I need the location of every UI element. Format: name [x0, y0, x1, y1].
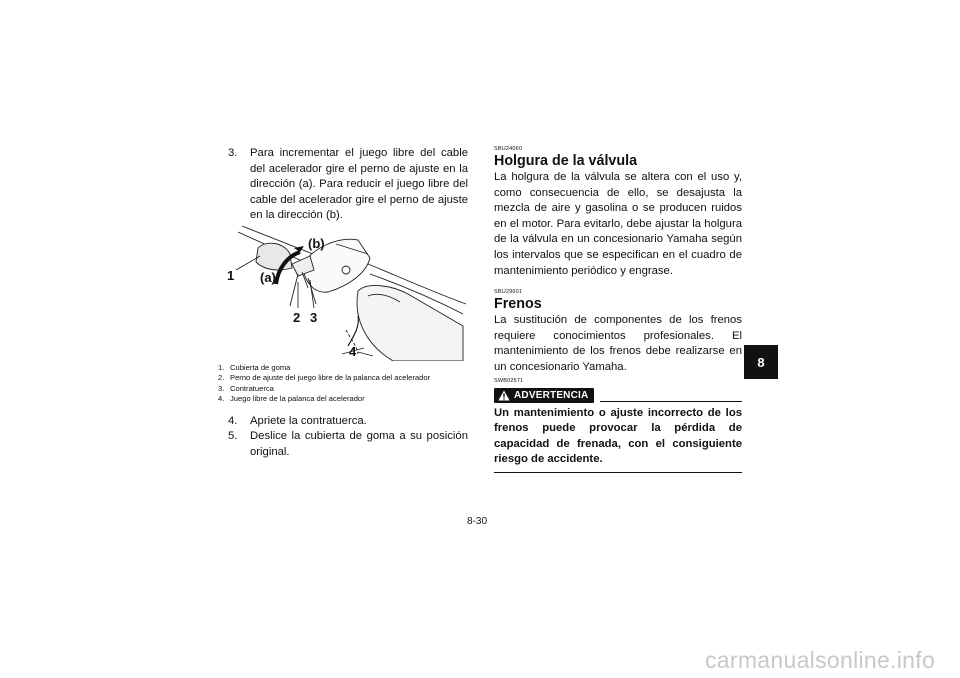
legend-number: 2.: [218, 373, 225, 383]
legend-text: Juego libre de la palanca del acelerador: [230, 394, 365, 404]
step-4-text: Apriete la contratuerca.: [250, 414, 367, 427]
section-code: SBU24060: [494, 146, 523, 152]
callout-b: (b): [308, 235, 325, 251]
step-3-number: 3.: [228, 147, 238, 159]
watermark: carmanualsonline.info: [705, 647, 936, 673]
legend-item: [218, 363, 468, 373]
chapter-tab: 8: [744, 345, 778, 379]
legend-number: 3.: [218, 383, 225, 393]
left-column: [218, 146, 468, 460]
warning-label: ADVERTENCIA: [514, 389, 589, 401]
warning-badge: [494, 388, 594, 403]
legend-number: 4.: [218, 394, 225, 404]
page-number: 8-30: [467, 516, 488, 527]
throttle-adjustment-illustration: [218, 226, 468, 361]
callout-2: 2: [293, 309, 301, 325]
legend-number: 1.: [218, 362, 225, 372]
warning-code: SWB02571: [494, 377, 524, 384]
callout-a: (a): [260, 269, 276, 285]
right-column: [494, 146, 742, 473]
step-4: [218, 414, 468, 430]
callout-4: 4: [349, 343, 357, 359]
legend-item: [218, 373, 468, 383]
section-title-brakes: Frenos: [494, 296, 542, 313]
step-5-text: Deslice la cubierta de goma a su posición original.: [250, 430, 468, 458]
warning-rule: [600, 401, 742, 402]
warning-triangle-icon: [498, 390, 510, 401]
legend-text: Cubierta de goma: [230, 362, 291, 372]
legend-item: [218, 394, 468, 404]
legend-text: Contratuerca: [230, 383, 274, 393]
final-steps: [218, 414, 468, 461]
handlebar-drawing: [218, 226, 468, 361]
callout-1: 1: [227, 267, 235, 283]
figure-legend: [218, 363, 468, 405]
legend-item: [218, 384, 468, 394]
warning-header: [494, 388, 742, 403]
step-5-number: 5.: [228, 430, 238, 443]
step-3: [218, 146, 468, 224]
warning-text: Un mantenimiento o ajuste incorrecto de los frenos puede provocar la pérdida de capacidad de frenada, con el consiguiente riesgo de accidente.: [494, 406, 742, 466]
step-5: [218, 429, 468, 460]
callout-3: 3: [310, 309, 318, 325]
section-body-valve-clearance: La holgura de la válvula se altera con el uso y, como consecuencia de ello, se desajusta la mezcla de aire y gasolina o se producen ruidos en el motor. Para evitarlo, debe ajustar la holgura de la válvula en un concesionario Yamaha según los intervalos que se especifican en el cuadro de mantenimiento periódico y engrase.: [494, 171, 742, 277]
step-4-number: 4.: [228, 414, 238, 427]
section-title-valve-clearance: Holgura de la válvula: [494, 153, 638, 169]
legend-text: Perno de ajuste del juego libre de la palanca del acelerador: [230, 373, 431, 383]
section-body-brakes: La sustitución de componentes de los frenos requiere conocimientos profesionales. El mantenimiento de los frenos debe realizarse en un concesionario Yamaha.: [494, 314, 742, 373]
warning-bottom-rule: [494, 472, 742, 473]
step-3-text: Para incrementar el juego libre del cable del acelerador gire el perno de ajuste en la dirección (a). Para reducir el juego libre del cable del acelerador gire el perno de ajuste en la dirección (b).: [250, 147, 468, 222]
section-code: SBU29601: [494, 289, 523, 296]
